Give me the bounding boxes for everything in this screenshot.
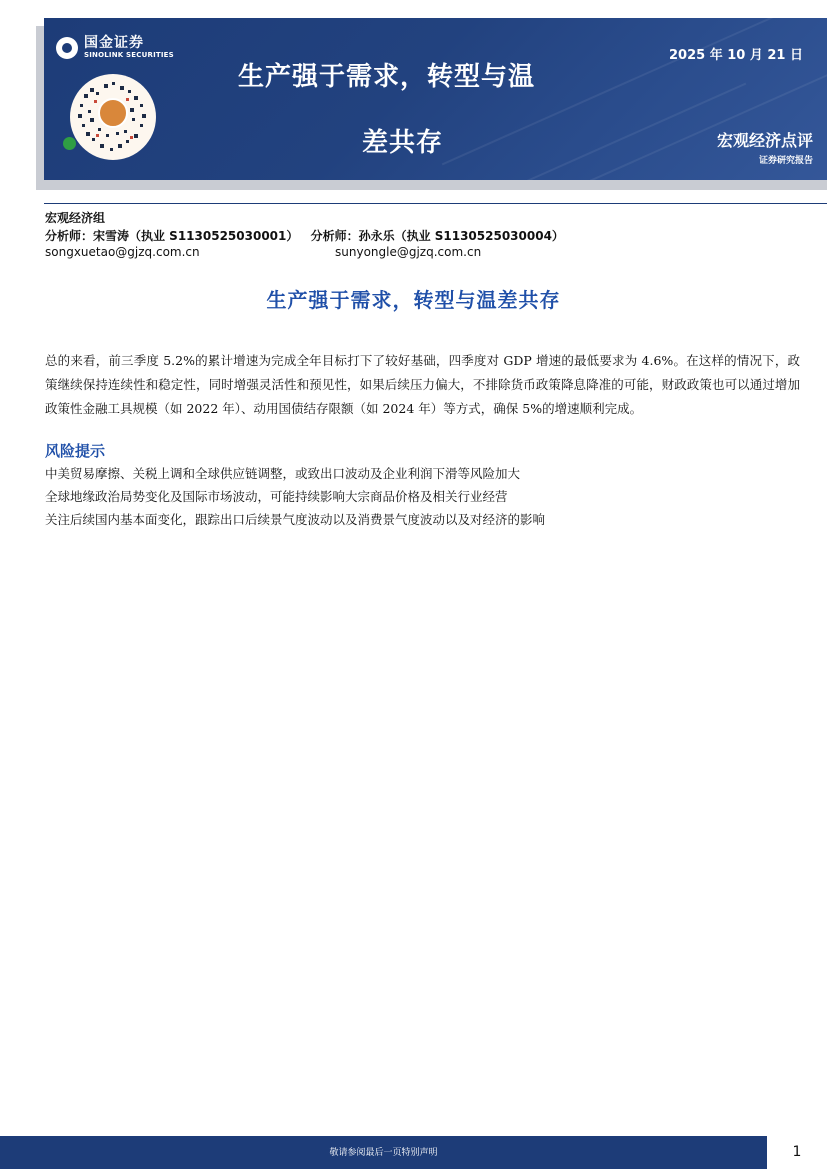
analyst-line bbox=[45, 227, 572, 244]
company-logo bbox=[56, 36, 174, 60]
report-title: 生产强于需求，转型与温差共存 bbox=[266, 288, 561, 312]
email-line bbox=[45, 245, 482, 259]
banner-title-line1: 生产强于需求，转型与温 bbox=[238, 62, 536, 92]
risk-list bbox=[45, 462, 545, 531]
report-date: 2025 年 10 月 21 日 bbox=[669, 48, 803, 63]
risk-item: 全球地缘政治局势变化及国际市场波动，可能持续影响大宗商品价格及相关行业经营 bbox=[45, 489, 508, 504]
email-2[interactable]: sunyongle@gjzq.com.cn bbox=[335, 245, 482, 259]
risk-title: 风险提示 bbox=[45, 442, 106, 460]
logo-mark-icon bbox=[56, 37, 78, 59]
report-type: 证券研究报告 bbox=[758, 156, 813, 166]
divider bbox=[44, 203, 827, 204]
banner-title-line2: 差共存 bbox=[362, 128, 444, 158]
summary-paragraph: 总的来看，前三季度 5.2%的累计增速为完成全年目标打下了较好基础，四季度对 GDP 增速的最低要求为 4.6%。在这样的情况下，政策继续保持连续性和稳定性，同时增强灵活性和预见性，如果后续压力偏大，不排除货币政策降息降准的可能，财政政策也可以通过增加政策性金融工具规模（如 2022 年）、动用国债结存限额（如 2024 年）等方式，确保 5%的增速顺利完成。 bbox=[45, 353, 800, 416]
logo-en: SINOLINK SECURITIES bbox=[84, 51, 174, 59]
footer-notice[interactable]: 敬请参阅最后一页特别声明 bbox=[329, 1148, 438, 1158]
qr-code[interactable] bbox=[70, 74, 156, 160]
research-group: 宏观经济组 bbox=[45, 211, 106, 225]
email-1[interactable]: songxuetao@gjzq.com.cn bbox=[45, 245, 200, 259]
risk-item: 关注后续国内基本面变化，跟踪出口后续景气度波动以及消费景气度波动以及对经济的影响 bbox=[45, 512, 546, 527]
wechat-icon bbox=[63, 137, 76, 150]
page-number: 1 bbox=[792, 1144, 802, 1160]
analyst-2: 分析师：孙永乐（执业 S1130525030004） bbox=[310, 229, 564, 243]
analyst-1: 分析师：宋雪涛（执业 S1130525030001） bbox=[45, 229, 299, 243]
qr-center-logo bbox=[98, 98, 128, 128]
risk-item: 中美贸易摩擦、关税上调和全球供应链调整，或致出口波动及企业利润下滑等风险加大 bbox=[45, 466, 521, 481]
logo-cn: 国金证券 bbox=[84, 35, 144, 51]
report-category: 宏观经济点评 bbox=[716, 131, 813, 150]
